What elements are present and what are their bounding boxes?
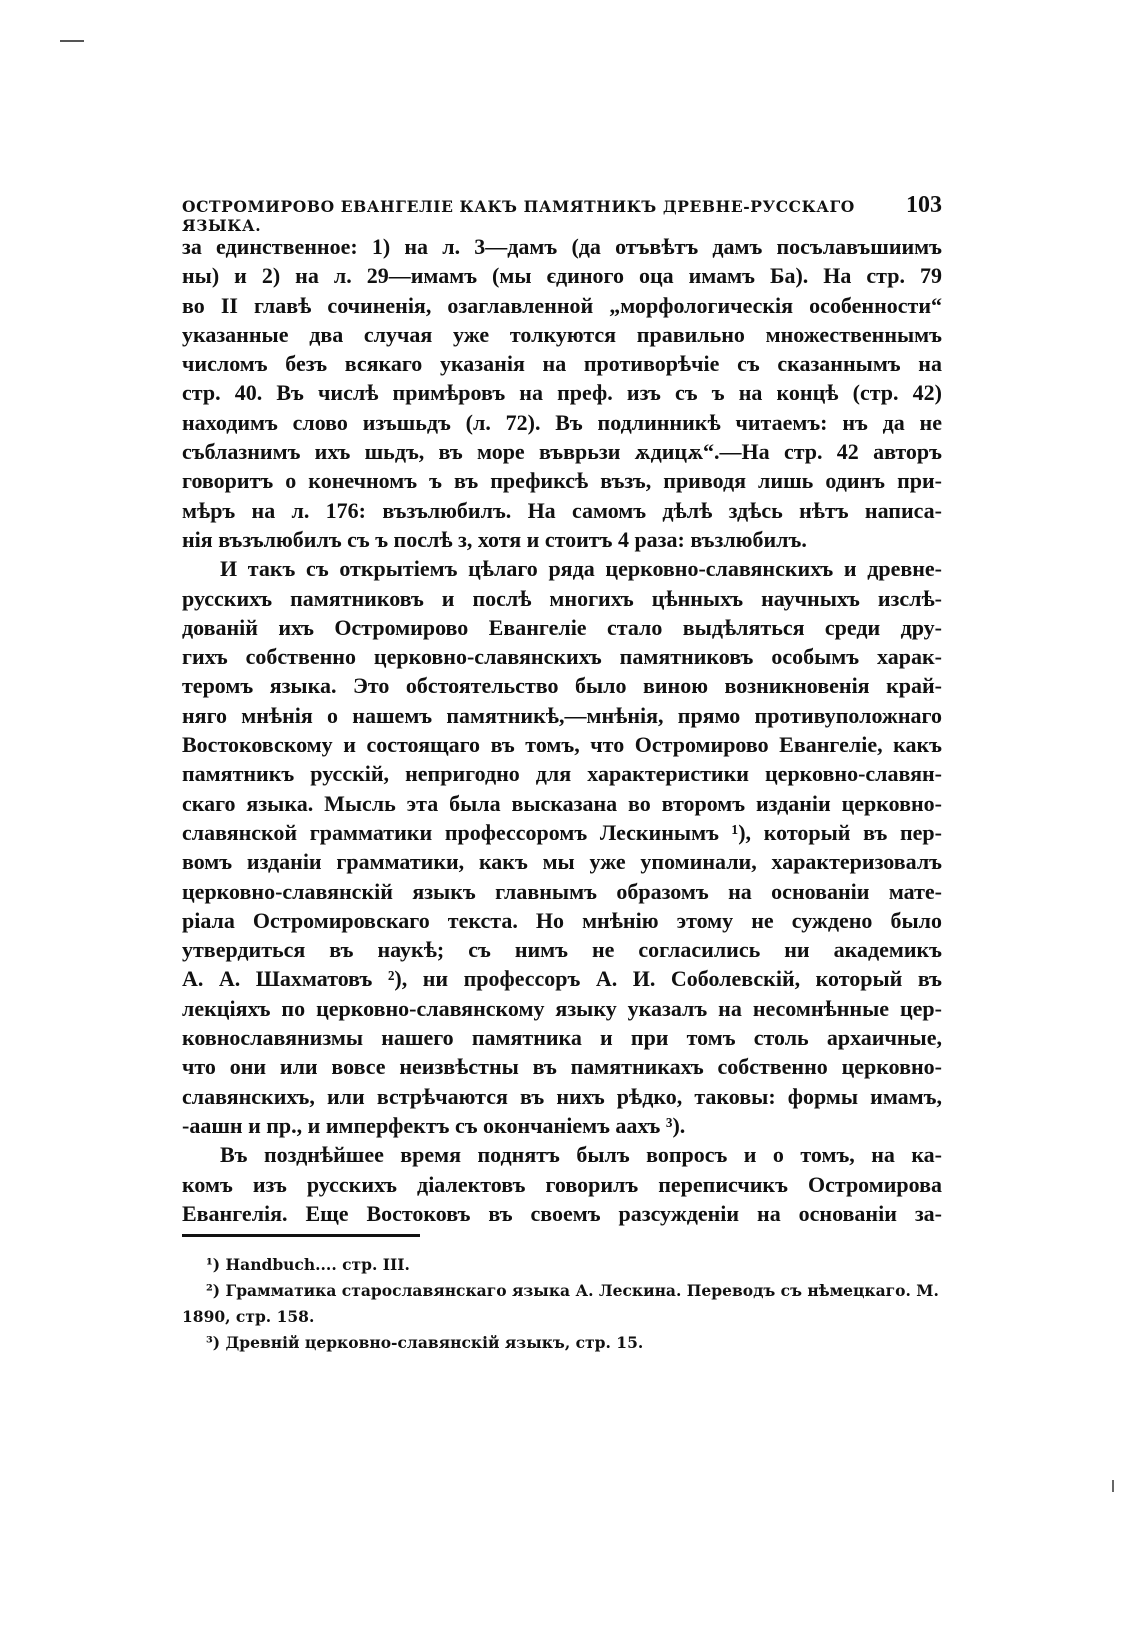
body-line: комъ изъ русскихъ діалектовъ говорилъ переписчикъ Остромирова [182, 1171, 942, 1197]
body-line: стр. 40. Въ числѣ примѣровъ на преф. изъ съ ъ на концѣ (стр. 42) [182, 380, 942, 406]
body-line: памятникъ русскій, непригодно для характеристики церковно-славян- [182, 761, 942, 787]
body-line: съблазнимъ ихъ шьдъ, въ море въврьзи ѫдицѫ“.—На стр. 42 авторъ [182, 439, 942, 465]
body-line: говоритъ о конечномъ ъ въ префиксѣ възъ, приводя лишь одинъ при- [182, 468, 942, 494]
paragraph-start-line: И такъ съ открытіемъ цѣлаго ряда церковно-славянскихъ и древне- [220, 556, 942, 582]
body-line: за единственное: 1) на л. 3—дамъ (да отъвѣтъ дамъ посълавъшиимъ [182, 234, 942, 259]
scan-margin-mark [60, 40, 84, 42]
footnote-1: ¹) Handbuch.... стр. III. [206, 1255, 410, 1274]
body-line: ріала Остромировскаго текста. Но мнѣнію этому не суждено было [182, 907, 942, 933]
body-line: ны) и 2) на л. 29—имамъ (мы єдиного оца имамъ Ба). На стр. 79 [182, 263, 942, 289]
footnote-3: ³) Древній церковно-славянскій языкъ, стр. 15. [206, 1333, 644, 1352]
running-head [182, 192, 942, 235]
footnote-2-continuation: 1890, стр. 158. [182, 1307, 315, 1326]
body-line: нія възълюбилъ съ ъ послѣ з, хотя и стоитъ 4 раза: възлюбилъ. [182, 526, 807, 552]
body-line: славянскихъ, или встрѣчаются въ нихъ рѣдко, таковы: формы имамъ, [182, 1083, 942, 1109]
body-line: скаго языка. Мысль эта была высказана во второмъ изданіи церковно- [182, 790, 942, 816]
body-line: славянской грамматики профессоромъ Лескинымъ ¹), который въ пер- [182, 819, 942, 845]
body-line: лекціяхъ по церковно-славянскому языку указалъ на несомнѣнные цер- [182, 995, 942, 1021]
paragraph-start-line: Въ позднѣйшее время поднятъ былъ вопросъ и о томъ, на ка- [220, 1142, 942, 1168]
scan-margin-mark-right [1112, 1480, 1114, 1492]
body-line: церковно-славянскій языкъ главнымъ образомъ на основаніи мате- [182, 878, 942, 904]
body-line: числомъ безъ всякаго указанія на противорѣчіе съ сказаннымъ на [182, 351, 942, 377]
body-line: что они или вовсе неизвѣстны въ памятникахъ собственно церковно- [182, 1054, 942, 1080]
body-line: вомъ изданіи грамматики, какъ мы уже упоминали, характеризовалъ [182, 849, 942, 875]
page-number: 103 [906, 192, 942, 218]
footnote-divider [182, 1234, 420, 1237]
body-line: Востоковскому и состоящаго въ томъ, что Остромирово Евангеліе, какъ [182, 732, 942, 758]
body-line: мѣръ на л. 176: възълюбилъ. На самомъ дѣлѣ здѣсь нѣтъ написа- [182, 497, 942, 523]
footnote-2: ²) Грамматика старославянскаго языка А. Лескина. Переводъ съ нѣмецкаго. М. [206, 1281, 939, 1300]
body-line: дованій ихъ Остромирово Евангеліе стало выдѣляться среди дру- [182, 614, 942, 640]
body-line: находимъ слово изъшьдъ (л. 72). Въ подлинникѣ читаемъ: нъ да не [182, 409, 942, 435]
body-line: -аашн и пр., и имперфектъ съ окончаніемъ аахъ ³). [182, 1112, 686, 1138]
footnotes [182, 1252, 942, 1356]
body-line: ковнославянизмы нашего памятника и при томъ столь архаичные, [182, 1025, 942, 1051]
running-title: ОСТРОМИРОВО ЕВАНГЕЛІЕ КАКЪ ПАМЯТНИКЪ ДРЕВНЕ-РУССКАГО ЯЗЫКА. [182, 197, 855, 235]
body-line: А. А. Шахматовъ ²), ни профессоръ А. И. Соболевскій, который въ [182, 966, 942, 992]
body-line: гихъ собственно церковно-славянскихъ памятниковъ особымъ харак- [182, 644, 942, 670]
body-line: теромъ языка. Это обстоятельство было виною возникновенія край- [182, 673, 942, 699]
body-line: указанные два случая уже толкуются правильно множественнымъ [182, 321, 942, 347]
body-line: утвердиться въ наукѣ; съ нимъ не согласились ни академикъ [182, 937, 942, 963]
body-line: няго мнѣнія о нашемъ памятникѣ,—мнѣнія, прямо противуположнаго [182, 702, 942, 728]
body-text [182, 232, 942, 1228]
body-line: во II главѣ сочиненія, озаглавленной „морфологическія особенности“ [182, 292, 942, 318]
body-line: русскихъ памятниковъ и послѣ многихъ цѣнныхъ научныхъ изслѣ- [182, 585, 942, 611]
body-line: Евангелія. Еще Востоковъ въ своемъ разсужденіи на основаніи за- [182, 1200, 942, 1226]
